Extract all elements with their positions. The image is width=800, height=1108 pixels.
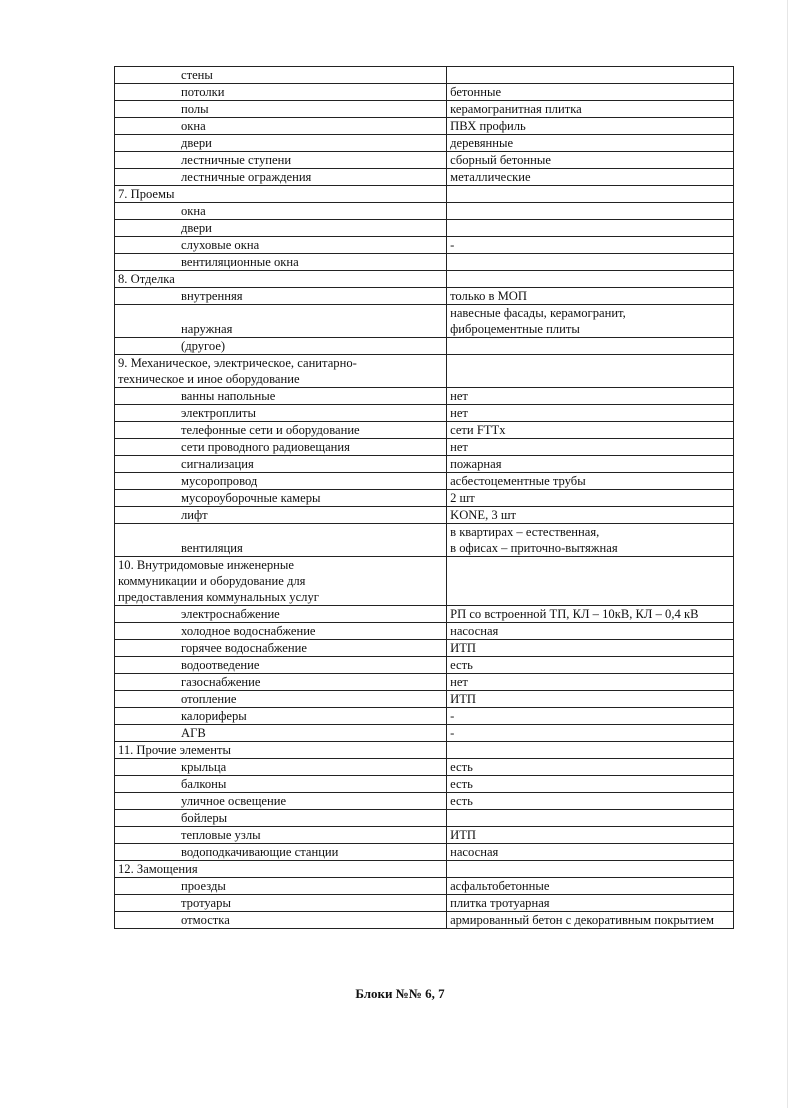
row-value: только в МОП [447, 288, 734, 305]
row-value: нет [447, 388, 734, 405]
row-label: слуховые окна [115, 237, 447, 254]
row-label: отмостка [115, 912, 447, 929]
table-row [115, 895, 734, 912]
table-row [115, 118, 734, 135]
scan-edge [787, 0, 788, 1108]
table-row [115, 657, 734, 674]
table-section-row [115, 557, 734, 606]
row-label: отопление [115, 691, 447, 708]
table-row [115, 422, 734, 439]
row-value: асфальтобетонные [447, 878, 734, 895]
row-value: 2 шт [447, 490, 734, 507]
section-heading: 9. Механическое, электрическое, санитарно- техническое и иное оборудование [115, 355, 447, 388]
row-label: сети проводного радиовещания [115, 439, 447, 456]
row-value: керамогранитная плитка [447, 101, 734, 118]
section-heading: 7. Проемы [115, 186, 447, 203]
table-row [115, 237, 734, 254]
table-row [115, 254, 734, 271]
table-row [115, 759, 734, 776]
row-value: ИТП [447, 640, 734, 657]
table-row [115, 135, 734, 152]
row-label: вентиляционные окна [115, 254, 447, 271]
table-row [115, 220, 734, 237]
row-value: насосная [447, 623, 734, 640]
table-row [115, 708, 734, 725]
row-value [447, 220, 734, 237]
table-row [115, 203, 734, 220]
row-value: металлические [447, 169, 734, 186]
table-row [115, 640, 734, 657]
row-value: РП со встроенной ТП, КЛ – 10кВ, КЛ – 0,4 кВ [447, 606, 734, 623]
table-section-row [115, 271, 734, 288]
row-value: асбестоцементные трубы [447, 473, 734, 490]
row-label: двери [115, 220, 447, 237]
row-value [447, 810, 734, 827]
row-label: балконы [115, 776, 447, 793]
table-row [115, 524, 734, 557]
table-row [115, 844, 734, 861]
row-label: вентиляция [115, 524, 447, 557]
table-row [115, 456, 734, 473]
table-row [115, 793, 734, 810]
row-value: нет [447, 439, 734, 456]
row-label: наружная [115, 305, 447, 338]
row-value: в квартирах – естественная, в офисах – приточно-вытяжная [447, 524, 734, 557]
row-label: телефонные сети и оборудование [115, 422, 447, 439]
table-row [115, 305, 734, 338]
row-value: деревянные [447, 135, 734, 152]
table-row [115, 507, 734, 524]
row-value: сборный бетонные [447, 152, 734, 169]
row-label: полы [115, 101, 447, 118]
table-row [115, 810, 734, 827]
row-value: ПВХ профиль [447, 118, 734, 135]
table-section-row [115, 861, 734, 878]
row-label: уличное освещение [115, 793, 447, 810]
row-value: есть [447, 793, 734, 810]
table-row [115, 776, 734, 793]
table-section-row [115, 186, 734, 203]
table-row [115, 101, 734, 118]
row-value [447, 861, 734, 878]
row-value: пожарная [447, 456, 734, 473]
row-label: лестничные ограждения [115, 169, 447, 186]
row-label: стены [115, 67, 447, 84]
row-value: армированный бетон с декоративным покрытием [447, 912, 734, 929]
table-row [115, 405, 734, 422]
table-row [115, 623, 734, 640]
row-label: бойлеры [115, 810, 447, 827]
row-label: окна [115, 118, 447, 135]
row-label: горячее водоснабжение [115, 640, 447, 657]
table-row [115, 67, 734, 84]
table-row [115, 288, 734, 305]
table-row [115, 912, 734, 929]
row-label: ванны напольные [115, 388, 447, 405]
table-row [115, 490, 734, 507]
table-row [115, 473, 734, 490]
row-value: нет [447, 674, 734, 691]
row-value [447, 338, 734, 355]
table-section-row [115, 742, 734, 759]
row-label: лестничные ступени [115, 152, 447, 169]
table-row [115, 84, 734, 101]
row-label: тепловые узлы [115, 827, 447, 844]
row-value: нет [447, 405, 734, 422]
section-heading: 12. Замощения [115, 861, 447, 878]
row-value: есть [447, 759, 734, 776]
row-value: - [447, 708, 734, 725]
row-label: мусоропровод [115, 473, 447, 490]
row-value [447, 254, 734, 271]
row-label: крыльца [115, 759, 447, 776]
row-label: калориферы [115, 708, 447, 725]
table-row [115, 152, 734, 169]
row-label: мусороуборочные камеры [115, 490, 447, 507]
row-label: сигнализация [115, 456, 447, 473]
table-row [115, 606, 734, 623]
row-value: навесные фасады, керамогранит, фиброцементные плиты [447, 305, 734, 338]
row-label: потолки [115, 84, 447, 101]
footer-caption: Блоки №№ 6, 7 [355, 986, 445, 1001]
row-value: ИТП [447, 827, 734, 844]
row-value [447, 67, 734, 84]
row-value [447, 742, 734, 759]
row-value: есть [447, 776, 734, 793]
row-value [447, 355, 734, 388]
row-label: электроплиты [115, 405, 447, 422]
section-heading: 8. Отделка [115, 271, 447, 288]
row-label: газоснабжение [115, 674, 447, 691]
row-value: есть [447, 657, 734, 674]
row-value: - [447, 237, 734, 254]
row-label: тротуары [115, 895, 447, 912]
row-label: электроснабжение [115, 606, 447, 623]
row-value [447, 186, 734, 203]
row-label: холодное водоснабжение [115, 623, 447, 640]
row-label: (другое) [115, 338, 447, 355]
table-body [115, 67, 734, 929]
row-label: лифт [115, 507, 447, 524]
table-row [115, 439, 734, 456]
table-row [115, 674, 734, 691]
row-value: - [447, 725, 734, 742]
row-value: сети FTTx [447, 422, 734, 439]
table-section-row [115, 355, 734, 388]
row-value [447, 557, 734, 606]
specification-table [114, 66, 734, 929]
table-row [115, 878, 734, 895]
table-row [115, 827, 734, 844]
row-value: ИТП [447, 691, 734, 708]
row-label: водоотведение [115, 657, 447, 674]
table-row [115, 388, 734, 405]
table-row [115, 725, 734, 742]
row-label: АГВ [115, 725, 447, 742]
row-value [447, 271, 734, 288]
row-label: двери [115, 135, 447, 152]
row-value: KONE, 3 шт [447, 507, 734, 524]
row-label: окна [115, 203, 447, 220]
row-value [447, 203, 734, 220]
row-value: насосная [447, 844, 734, 861]
row-value: плитка тротуарная [447, 895, 734, 912]
row-label: проезды [115, 878, 447, 895]
section-heading: 11. Прочие элементы [115, 742, 447, 759]
row-value: бетонные [447, 84, 734, 101]
section-heading: 10. Внутридомовые инженерные коммуникации и оборудование для предоставления коммунальных услуг [115, 557, 447, 606]
row-label: водоподкачивающие станции [115, 844, 447, 861]
row-label: внутренняя [115, 288, 447, 305]
table-row [115, 338, 734, 355]
table-row [115, 169, 734, 186]
table-row [115, 691, 734, 708]
